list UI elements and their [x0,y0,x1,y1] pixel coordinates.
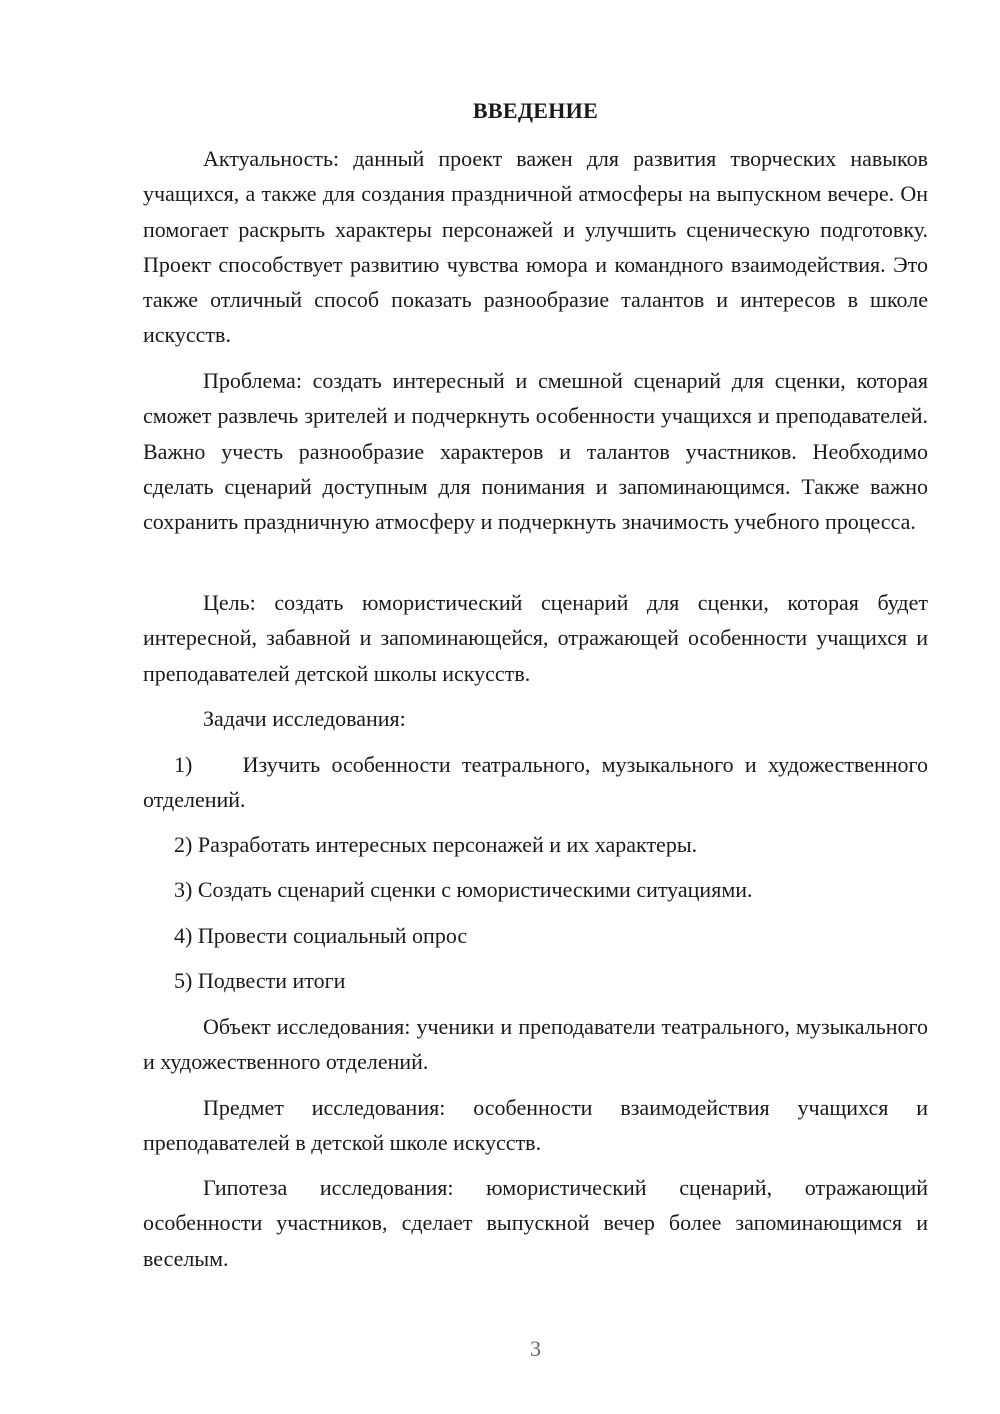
task-text: Разработать интересных персонажей и их характеры. [197,832,698,857]
subject-paragraph: Предмет исследования: особенности взаимодействия учащихся и преподавателей в детской школе искусств. [143,1095,928,1156]
task-item [143,918,928,953]
task-number: 3) [174,877,193,902]
task-item [143,747,928,818]
document-page [143,0,928,1414]
object-paragraph: Объект исследования: ученики и преподаватели театрального, музыкального и художественного отделений. [143,1014,928,1075]
task-number: 4) [174,923,193,948]
task-text: Подвести итоги [197,968,346,993]
task-text: Провести социальный опрос [197,923,468,948]
task-number: 1) [174,752,193,777]
tasks-heading: Задачи исследования: [203,706,406,731]
task-text: Изучить особенности театрального, музыкального и художественного отделений. [143,752,928,813]
task-number: 2) [174,832,193,857]
task-text: Создать сценарий сценки с юмористическими ситуациями. [197,877,753,902]
task-item [143,963,928,998]
goal-paragraph: Цель: создать юмористический сценарий для сценки, которая будет интересной, забавной и запоминающейся, отражающей особенности учащихся и преподавателей детской школы искусств. [143,590,928,686]
problem-paragraph: Проблема: создать интересный и смешной сценарий для сценки, которая сможет развлечь зрителей и подчеркнуть особенности учащихся и преподавателей. Важно учесть разнообразие характеров и талантов участников. Необходимо сделать сценарий доступным для понимания и запоминающимся. Также важно сохранить праздничную атмосферу и подчеркнуть значимость учебного процесса. [143,368,928,535]
relevance-paragraph: Актуальность: данный проект важен для развития творческих навыков учащихся, а также для создания праздничной атмосферы на выпускном вечере. Он помогает раскрыть характеры персонажей и улучшить сценическую подготовку. Проект способствует развитию чувства юмора и командного взаимодействия. Это также отличный способ показать разнообразие талантов и интересов в школе искусств. [143,146,928,348]
task-item [143,827,928,862]
hypothesis-paragraph: Гипотеза исследования: юмористический сценарий, отражающий особенности участников, сделает выпускной вечер более запоминающимся и веселым. [143,1175,928,1271]
task-item [143,872,928,907]
task-number: 5) [174,968,193,993]
section-title: ВВЕДЕНИЕ [472,98,599,123]
page-number: 3 [530,1336,541,1361]
